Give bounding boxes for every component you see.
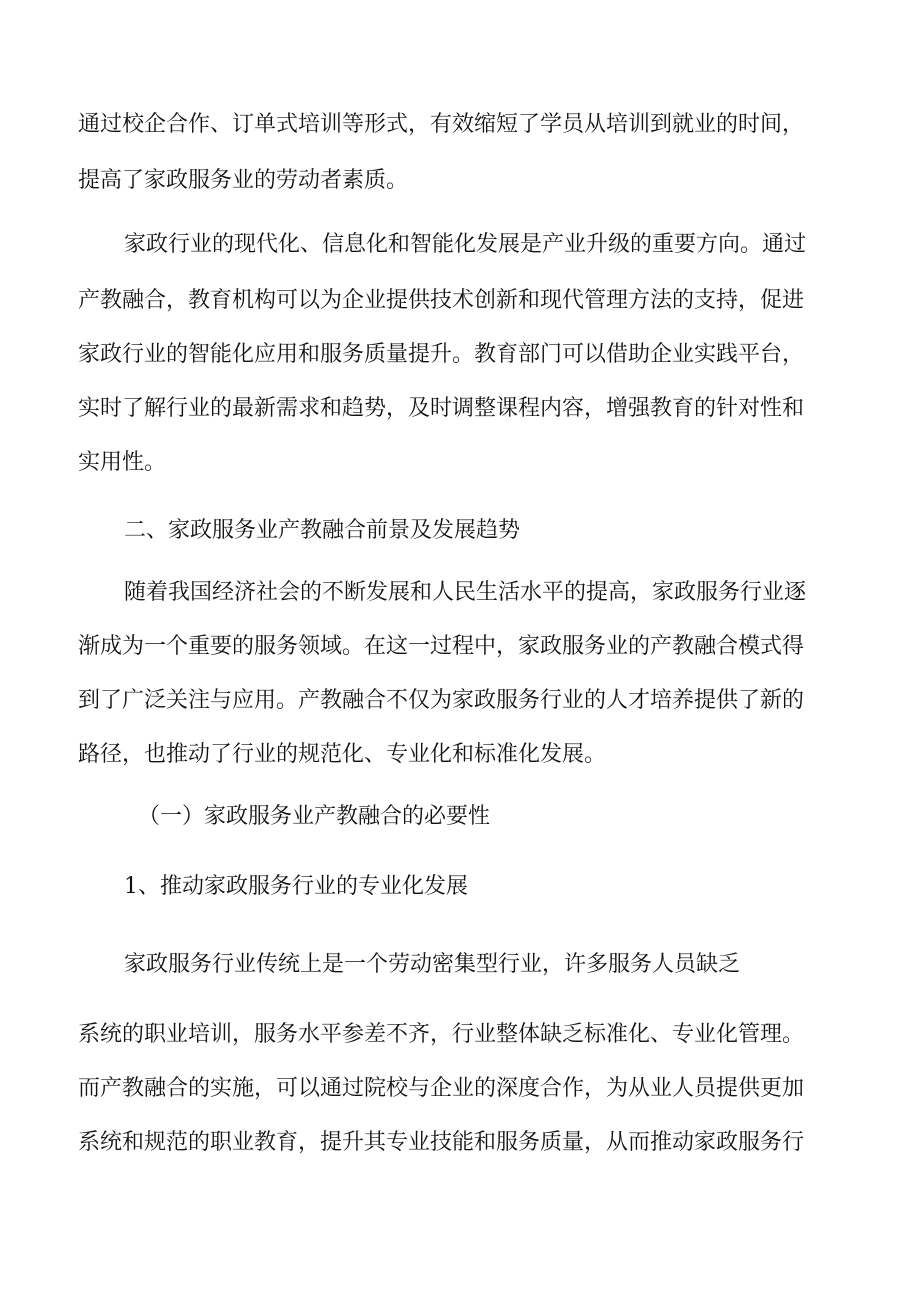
subsection-heading: 1、推动家政服务行业的专业化发展 [124,874,468,899]
paragraph-line: 家政行业的智能化应用和服务质量提升。教育部门可以借助企业实践平台， [78,342,805,367]
paragraph-line: 提高了家政服务业的劳动者素质。 [78,168,409,193]
paragraph-line: 系统和规范的职业教育，提升其专业技能和服务质量，从而推动家政服务行 [78,1130,805,1155]
paragraph-line: 到了广泛关注与应用。产教融合不仅为家政服务行业的人才培养提供了新的 [78,688,805,713]
paragraph-line: 产教融合，教育机构可以为企业提供技术创新和现代管理方法的支持，促进 [78,288,805,313]
paragraph-line: 而产教融合的实施，可以通过院校与企业的深度合作，为从业人员提供更加 [78,1076,805,1101]
paragraph-line: 路径，也推动了行业的规范化、专业化和标准化发展。 [78,742,607,767]
paragraph-line: 实用性。 [78,450,167,475]
paragraph-line: 实时了解行业的最新需求和趋势，及时调整课程内容，增强教育的针对性和 [78,396,805,421]
paragraph-line: 渐成为一个重要的服务领域。在这一过程中，家政服务业的产教融合模式得 [78,634,805,659]
paragraph-line: 随着我国经济社会的不断发展和人民生活水平的提高，家政服务行业逐 [124,580,807,605]
paragraph-line: 家政服务行业传统上是一个劳动密集型行业，许多服务人员缺乏 [124,952,741,977]
section-heading: 二、家政服务业产教融合前景及发展趋势 [124,518,521,543]
paragraph-line: 家政行业的现代化、信息化和智能化发展是产业升级的重要方向。通过 [124,232,807,257]
paragraph-line: 通过校企合作、订单式培训等形式，有效缩短了学员从培训到就业的时间， [78,112,805,137]
subsection-heading: （一）家政服务业产教融合的必要性 [138,804,491,829]
paragraph-line: 系统的职业培训，服务水平参差不齐，行业整体缺乏标准化、专业化管理。 [78,1022,805,1047]
